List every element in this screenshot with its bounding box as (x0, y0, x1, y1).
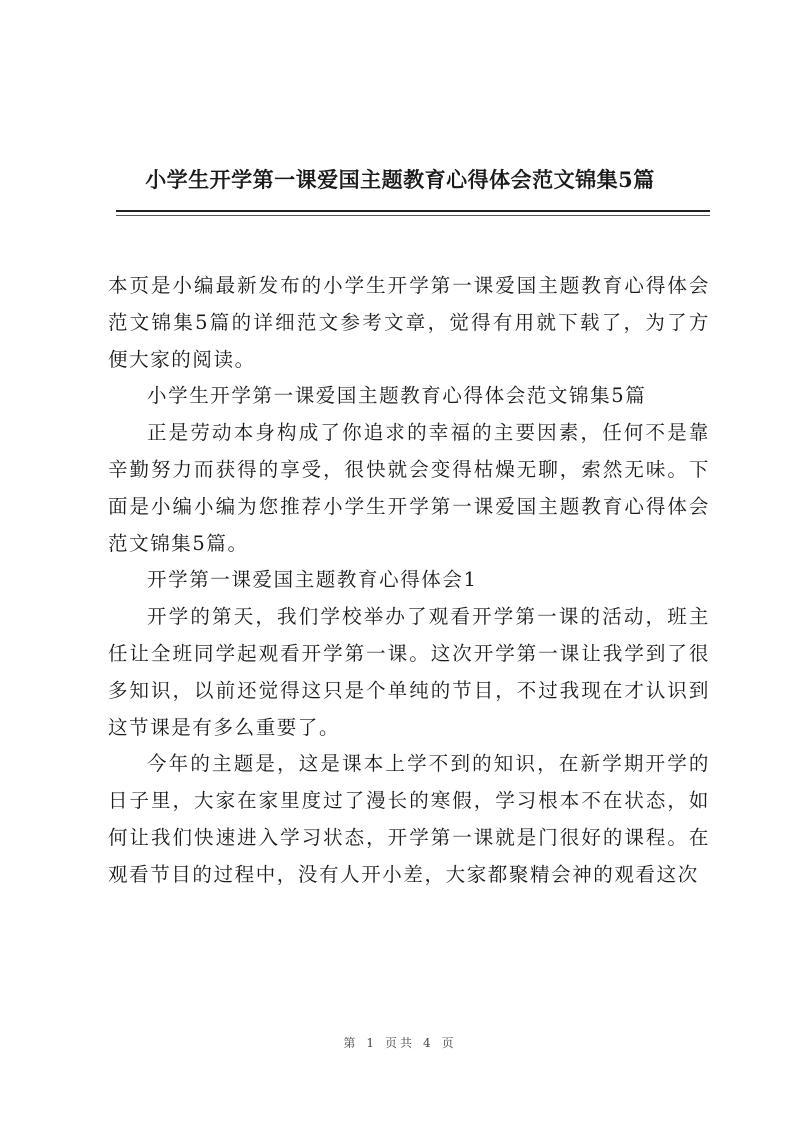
footer-page-number: 1 (366, 1036, 377, 1050)
document-body (108, 268, 710, 894)
section-heading: 开学第一课爱国主题教育心得体会1 (147, 568, 478, 592)
title-divider (116, 210, 710, 212)
footer-page-total: 4 (423, 1036, 434, 1050)
document-title: 小学生开学第一课爱国主题教育心得体会范文锦集5篇 (145, 167, 655, 192)
footer-middle: 页共 (384, 1036, 415, 1050)
paragraph-subtitle: 小学生开学第一课爱国主题教育心得体会范文锦集5篇 (147, 384, 647, 408)
footer-prefix: 第 (343, 1036, 359, 1050)
paragraph-preface: 正是劳动本身构成了你追求的幸福的主要因素，任何不是靠辛勤努力而获得的享受，很快就会变得枯燥无聊，索然无味。下面是小编小编为您推荐小学生开学第一课爱国主题教育心得体会范文锦集5篇。 (108, 421, 710, 555)
paragraph-body: 开学的第天，我们学校举办了观看开学第一课的活动，班主任让全班同学起观看开学第一课。这次开学第一课让我学到了很多知识，以前还觉得这只是个单纯的节目，不过我现在才认识到这节课是有多么重要了。 (108, 605, 710, 739)
title-divider-thin (116, 215, 710, 216)
footer-suffix: 页 (441, 1036, 457, 1050)
page-footer (0, 1034, 800, 1051)
paragraph-body: 今年的主题是，这是课本上学不到的知识，在新学期开学的日子里，大家在家里度过了漫长的寒假，学习根本不在状态，如何让我们快速进入学习状态，开学第一课就是门很好的课程。在观看节目的过程中，没有人开小差，大家都聚精会神的观看这次 (108, 752, 710, 886)
paragraph-intro: 本页是小编最新发布的小学生开学第一课爱国主题教育心得体会范文锦集5篇的详细范文参考文章，觉得有用就下载了，为了方便大家的阅读。 (108, 274, 710, 371)
